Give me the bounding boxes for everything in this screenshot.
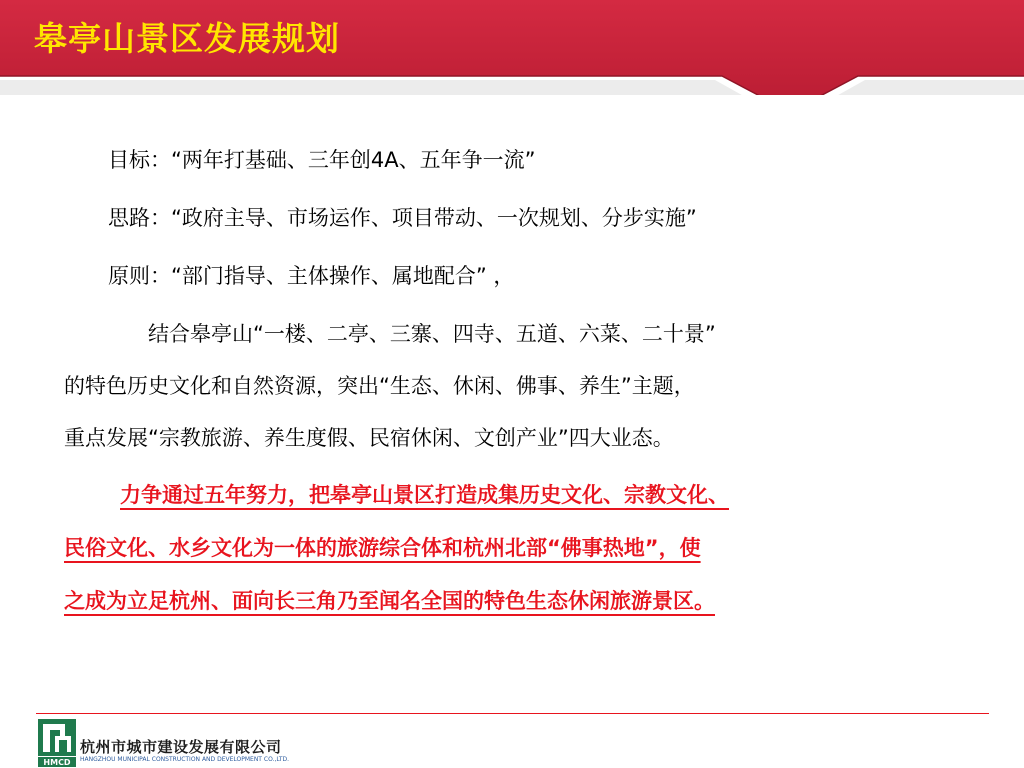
approach-line: 思路：“政府主导、市场运作、项目带动、一次规划、分步实施”	[108, 206, 697, 230]
principle-line: 原则：“部门指导、主体操作、属地配合” ，	[108, 264, 515, 288]
body-line-2: 的特色历史文化和自然资源，突出“生态、休闲、佛事、养生”主题，	[64, 374, 695, 398]
company-name-en: HANGZHOU MUNICIPAL CONSTRUCTION AND DEVELOPMENT CO.,LTD.	[80, 756, 290, 763]
logo-text: HMCD	[43, 758, 71, 767]
company-name: 杭州市城市建设发展有限公司	[80, 738, 282, 756]
body-line-1: 结合皋亭山“一楼、二亭、三寨、四寺、五道、六菜、二十景”	[148, 322, 716, 346]
highlight-line-1: 力争通过五年努力，把皋亭山景区打造成集历史文化、宗教文化、	[120, 483, 729, 507]
highlight-line-2: 民俗文化、水乡文化为一体的旅游综合体和杭州北部“佛事热地”，使	[64, 536, 701, 560]
goal-line: 目标：“两年打基础、三年创4A、五年争一流”	[108, 148, 536, 172]
highlight-line-3: 之成为立足杭州、面向长三角乃至闻名全国的特色生态休闲旅游景区。	[64, 589, 715, 613]
slide-title: 皋亭山景区发展规划	[34, 19, 340, 58]
company-logo-icon	[38, 719, 78, 767]
body-line-3: 重点发展“宗教旅游、养生度假、民宿休闲、文创产业”四大业态。	[64, 426, 674, 450]
footer-divider	[36, 713, 989, 714]
